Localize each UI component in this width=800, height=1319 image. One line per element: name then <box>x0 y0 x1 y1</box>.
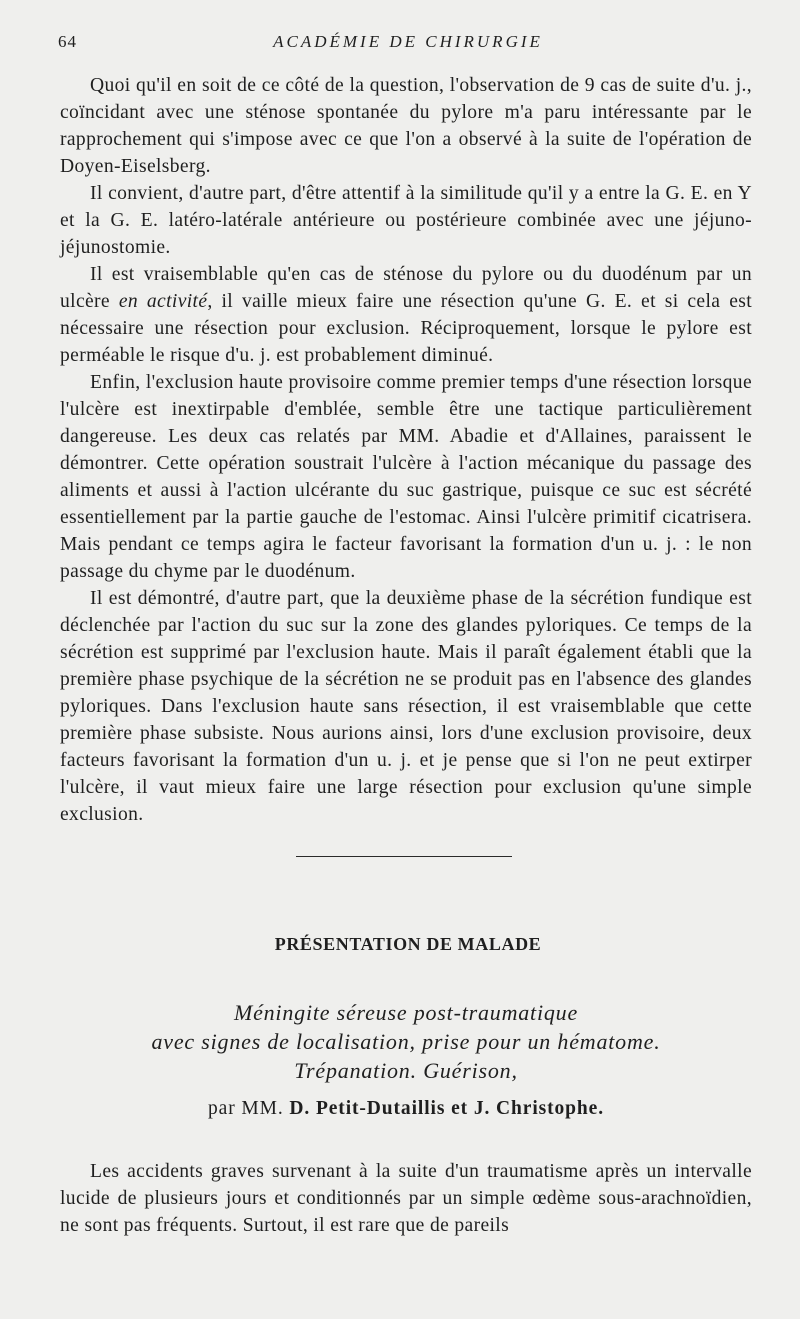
article-title <box>60 998 752 1085</box>
section-heading: PRÉSENTATION DE MALADE <box>274 934 542 954</box>
article-title-line-2: avec signes de localisation, prise pour un hématome. <box>151 1029 661 1054</box>
paragraph-article-1: Les accidents graves survenant à la suite d'un traumatisme après un intervalle lucide de plusieurs jours et conditionnés par un simple œdème sous-arachnoïdien, ne sont pas fréquents. Surtout, il est rare que de pareils <box>60 1161 752 1236</box>
body-text-bottom <box>60 1158 752 1239</box>
running-head <box>58 32 758 56</box>
article-title-line-3: Trépanation. Guérison, <box>294 1058 518 1083</box>
paragraph-2: Il convient, d'autre part, d'être attentif à la similitude qu'il y a entre la G. E. en Y et la G. E. latéro-latérale antérieure ou postérieure combinée avec une jéjuno-jéjunostomie. <box>60 183 752 258</box>
byline-authors: D. Petit-Dutaillis et J. Christophe. <box>289 1098 604 1119</box>
journal-title: ACADÉMIE DE CHIRURGIE <box>273 32 543 51</box>
byline-prefix: par MM. <box>207 1098 284 1119</box>
section-divider <box>296 856 512 857</box>
body-text-top <box>60 72 752 828</box>
paragraph-4: Enfin, l'exclusion haute provisoire comme premier temps d'une résection lorsque l'ulcère est inextirpable d'emblée, semble être une tactique particulièrement dangereuse. Les deux cas relatés par MM. Abadie et d'Allaines, paraissent le démontrer. Cette opération soustrait l'ulcère à l'action mécanique du passage des aliments et aussi à l'action ulcérante du suc gastrique, puisque ce suc est sécrété essentiellement par la partie gauche de l'estomac. Ainsi l'ulcère primitif cicatrisera. Mais pendant ce temps agira le facteur favorisant la formation d'un u. j. : le non passage du chyme par le duodénum. <box>60 372 752 582</box>
page-number: 64 <box>58 32 77 51</box>
paragraph-3 <box>60 261 752 369</box>
paragraph-1: Quoi qu'il en soit de ce côté de la question, l'observation de 9 cas de suite d'u. j., coïncidant avec une sténose spontanée du pylore m'a paru intéressante par le rapprochement qui s'impose avec ce que l'on a observé à la suite de l'opération de Doyen-Eiselsberg. <box>60 75 752 177</box>
paragraph-5: Il est démontré, d'autre part, que la deuxième phase de la sécrétion fundique est déclenchée par l'action du suc sur la zone des glandes pyloriques. Ce temps de la sécrétion est supprimé par l'exclusion haute. Mais il paraît également établi que la première phase psychique de la sécrétion ne se produit pas en l'absence des glandes pyloriques. Dans l'exclusion haute sans résection, il est vraisemblable que cette première phase subsiste. Nous aurions ainsi, lors d'une exclusion provisoire, deux facteurs favorisant la formation d'un u. j. et je pense que si l'on ne peut extirper l'ulcère, il vaut mieux faire une large résection pour exclusion qu'une simple exclusion. <box>60 588 752 825</box>
article-title-line-1: Méningite séreuse post-traumatique <box>233 1000 579 1025</box>
paragraph-3-italic: en activité <box>118 291 208 312</box>
article-byline <box>60 1098 752 1120</box>
paragraph-3-start: Il est vraisemblable qu'en cas de sténose du pylore ou du duodénum par un ulcère <box>60 264 752 312</box>
paragraph-3-end: , il vaille mieux faire une résection qu'une G. E. et si cela est nécessaire une résection pour exclusion. Réciproquement, lorsque le pylore est perméable le risque d'u. j. est probablement diminué. <box>60 291 753 366</box>
